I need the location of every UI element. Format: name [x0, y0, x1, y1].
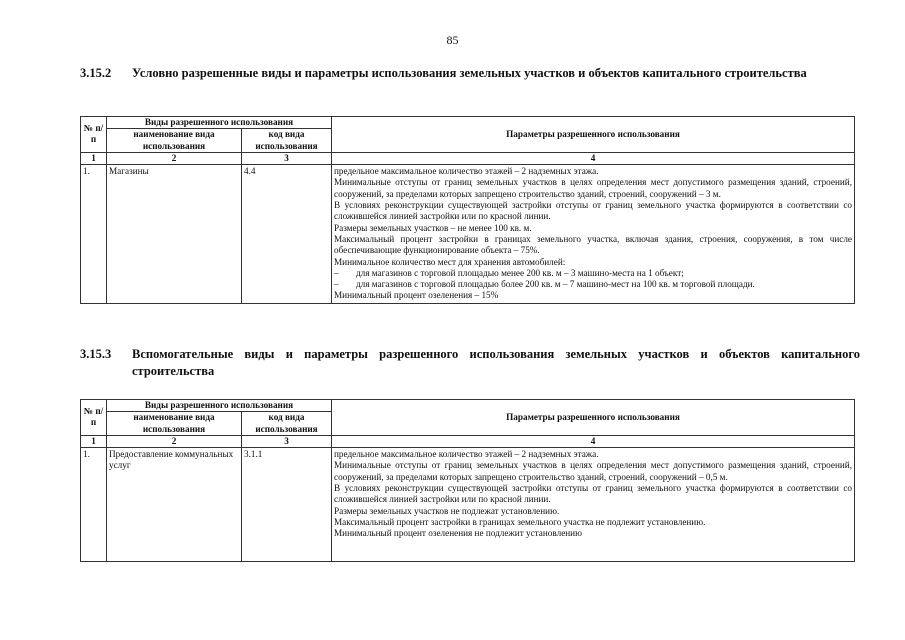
- column-number: 4: [332, 435, 855, 447]
- use-name: Предоставление коммунальных услуг: [107, 448, 242, 561]
- parameter-line: предельное максимальное количество этажей – 2 надземных этажа.: [334, 166, 599, 177]
- header-no: № п/п: [81, 117, 107, 153]
- use-code: 3.1.1: [242, 448, 332, 561]
- parameter-line: В условиях реконструкции существующей застройки отступы от границ земельного участка формируются в соответствии со сложившейся линией застройки или по красной линии.: [334, 483, 852, 505]
- parameter-bullet: [334, 268, 852, 279]
- dash-marker: –: [334, 279, 339, 290]
- section-title: Вспомогательные виды и параметры разрешенного использования земельных участков и объектов капитального строительства: [132, 347, 860, 378]
- use-code: 4.4: [242, 165, 332, 304]
- parameter-line: Размеры земельных участков – не менее 100 кв. м.: [334, 222, 532, 233]
- column-number: 1: [81, 152, 107, 164]
- column-number: 3: [242, 152, 332, 164]
- column-number: 2: [107, 435, 242, 447]
- parameter-line: Максимальный процент застройки в границах земельного участка, включая здания, строения, сооружения, в том числе обеспечивающие функционирование объекта – 75%.: [334, 233, 852, 256]
- header-group: Виды разрешенного использования: [107, 400, 332, 412]
- header-code: код вида использования: [242, 129, 332, 153]
- parameter-line: Минимальные отступы от границ земельных участков в целях определения мест допустимого размещения зданий, строений, сооружений, за пределами которых запрещено строительство зданий, строений, сооружений – 3 м.: [334, 177, 852, 199]
- row-number: 1.: [81, 165, 107, 304]
- parameter-line: Минимальный процент озеленения – 15%: [334, 290, 499, 301]
- dash-marker: –: [334, 267, 339, 278]
- permitted-use-table: [80, 399, 855, 562]
- parameter-line: Минимальное количество мест для хранения автомобилей:: [334, 256, 566, 267]
- header-name: наименование вида использования: [107, 129, 242, 153]
- page-number: 85: [446, 33, 459, 47]
- header-name: наименование вида использования: [107, 412, 242, 436]
- parameter-line: предельное максимальное количество этажей – 2 надземных этажа.: [334, 449, 599, 460]
- parameter-line: Минимальные отступы от границ земельных участков в целях определения мест допустимого размещения зданий, строений, сооружений, за пределами которых запрещено строительство зданий, строений, сооружений – 0,5 м.: [334, 460, 852, 482]
- bullet-text: для магазинов с торговой площадью менее 200 кв. м – 3 машино-места на 1 объект;: [356, 267, 684, 278]
- section-heading: [80, 346, 860, 380]
- column-number: 3: [242, 435, 332, 447]
- column-number-row: [81, 435, 855, 447]
- row-number: 1.: [81, 448, 107, 561]
- permitted-use-table: [80, 116, 855, 304]
- header-group: Виды разрешенного использования: [107, 117, 332, 129]
- use-name: Магазины: [107, 165, 242, 304]
- parameter-line: В условиях реконструкции существующей застройки отступы от границ земельного участка формируются в соответствии со сложившейся линией застройки или по красной линии.: [334, 200, 852, 222]
- column-number-row: [81, 152, 855, 164]
- column-number: 2: [107, 152, 242, 164]
- parameter-line: Максимальный процент застройки в границах земельного участка не подлежит установлению.: [334, 516, 706, 527]
- parameter-bullet: [334, 279, 852, 290]
- header-no: № п/п: [81, 400, 107, 436]
- header-params: Параметры разрешенного использования: [332, 117, 855, 153]
- column-number: 4: [332, 152, 855, 164]
- use-parameters: [332, 448, 855, 561]
- column-number: 1: [81, 435, 107, 447]
- table-row: [81, 448, 855, 561]
- use-parameters: [332, 165, 855, 304]
- parameter-line: Минимальный процент озеленения не подлежит установлению: [334, 528, 582, 539]
- table-row: [81, 165, 855, 304]
- header-params: Параметры разрешенного использования: [332, 400, 855, 436]
- section-number: 3.15.3: [80, 347, 112, 361]
- header-code: код вида использования: [242, 412, 332, 436]
- section-title: Условно разрешенные виды и параметры использования земельных участков и объектов капитального строительства: [132, 66, 807, 80]
- bullet-text: для магазинов с торговой площадью более 200 кв. м – 7 машино-мест на 100 кв. м торговой площади.: [356, 279, 755, 290]
- parameter-line: Размеры земельных участков не подлежат установлению.: [334, 505, 560, 516]
- section-heading: [80, 65, 860, 82]
- section-number: 3.15.2: [80, 66, 112, 80]
